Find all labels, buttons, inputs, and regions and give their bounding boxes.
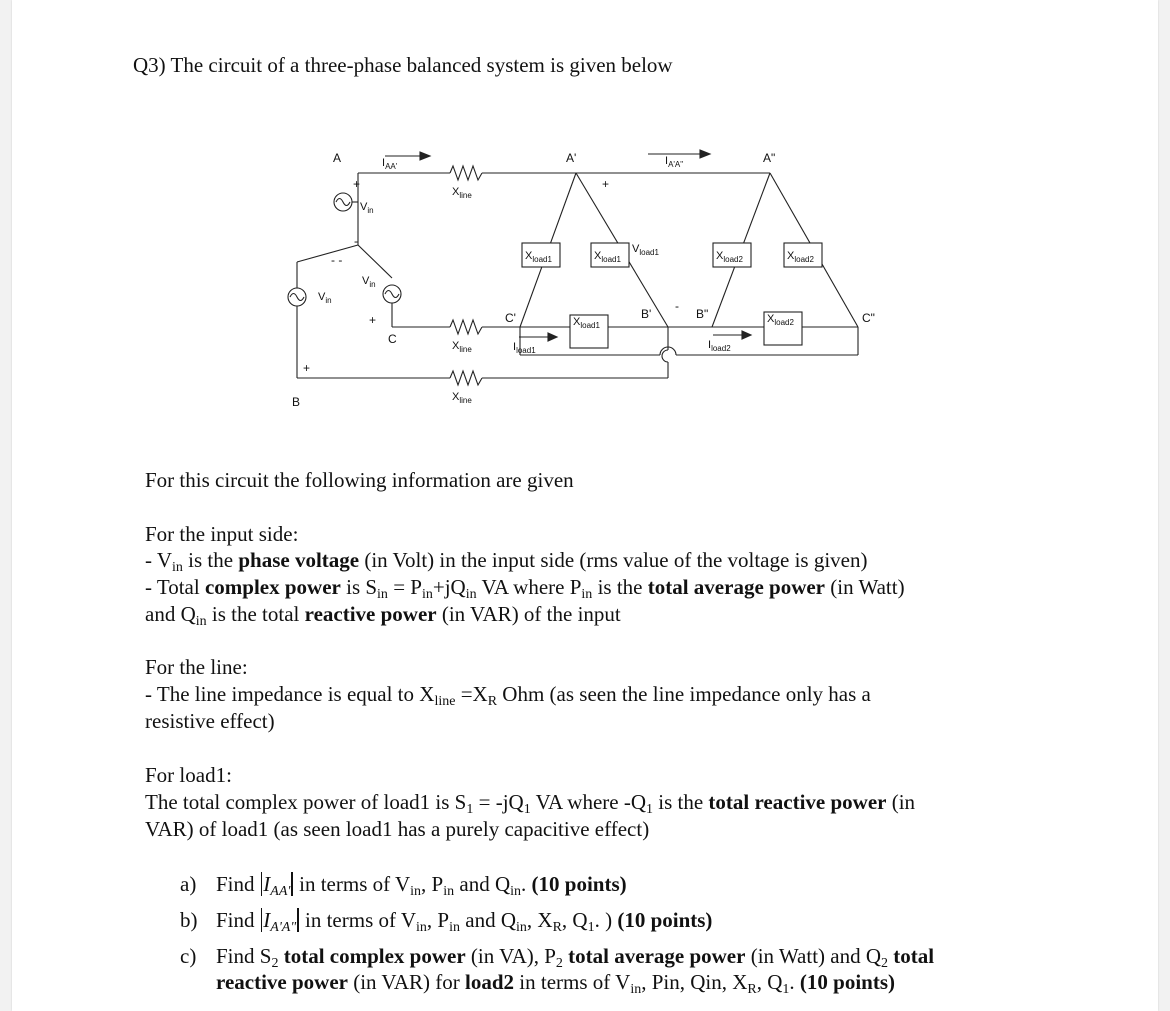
xload1-label: $X_{load1}$ [594, 250, 621, 264]
plus-sign: + [369, 313, 377, 327]
iaa-label: $I_{AA'}$ [382, 157, 398, 171]
plus-sign: + [303, 361, 311, 375]
line-line-1: - The line impedance is equal to $X_{line} =X_R$ Ohm (as seen the line impedance only has a [145, 682, 871, 709]
xline-label: $X_{line}$ [452, 186, 472, 200]
part-a: Find $I_{AA'}$ in terms of $V_{in}$, $P_{in}$ and $Q_{in}$. (10 points) [216, 872, 627, 899]
xload2-label: $X_{load2}$ [767, 313, 794, 327]
xload2-label: $X_{load2}$ [716, 250, 743, 264]
node-a2-label: A" [763, 151, 776, 165]
node-b2-label: B" [696, 307, 709, 321]
node-c2-label: C" [862, 311, 875, 325]
part-b-marker: b) [180, 908, 198, 932]
question-title: Q3) The circuit of a three-phase balanced system is given below [133, 53, 673, 77]
part-a-marker: a) [180, 872, 197, 896]
vin-label-c: $V_{in}$ [362, 275, 376, 289]
plus-sign: + [353, 177, 361, 191]
resistor-xline-b [450, 371, 482, 385]
node-b-label: B [292, 395, 301, 409]
xline-label: $X_{line}$ [452, 340, 472, 354]
given-intro: For this circuit the following information are given [145, 468, 574, 492]
node-a1-label: A' [566, 151, 577, 165]
load1-line-1: The total complex power of load1 is $S_1 = -jQ_1$ VA where $-Q_1$ is the total reactive power (in [145, 790, 916, 817]
line-heading: For the line: [145, 655, 248, 679]
arrow-iload2 [742, 331, 751, 339]
load1-heading: For load1: [145, 763, 232, 787]
node-c1-label: C' [505, 311, 516, 325]
xline-label: $X_{line}$ [452, 391, 472, 405]
arrow-ia1a2 [700, 150, 710, 158]
input-line-3: and $Q_{in}$ is the total reactive power (in VAR) of the input [145, 602, 621, 629]
plus-sign: + [602, 177, 610, 191]
part-c-line-1: Find $S_2$ total complex power (in VA), $P_2$ total average power (in Watt) and $Q_2$ total [216, 944, 935, 971]
node-a-label: A [333, 151, 342, 165]
input-line-2: - Total complex power is $S_{in} = P_{in}+jQ_{in}$ VA where $P_{in}$ is the total average power (in Watt) [145, 575, 905, 602]
line-line-2: resistive effect) [145, 709, 275, 733]
node-c-label: C [388, 332, 397, 346]
iload2-label: $I_{load2}$ [708, 339, 731, 353]
vload1-label: $V_{load1}$ [632, 243, 659, 257]
part-b: Find $I_{A'A"}$ in terms of $V_{in}$, $P_{in}$ and $Q_{in}$, $X_R$, $Q_1$. ) (10 points) [216, 908, 713, 935]
ia1a2-label: $I_{A'A"}$ [665, 155, 684, 169]
input-heading: For the input side: [145, 522, 299, 546]
circuit-diagram [0, 0, 1170, 420]
xload2-label: $X_{load2}$ [787, 250, 814, 264]
resistor-xline-a [450, 166, 482, 180]
node-b1-label: B' [641, 307, 652, 321]
minus-sign: - [354, 234, 358, 248]
part-c-marker: c) [180, 944, 197, 968]
minus-sign: - [675, 299, 679, 313]
vin-label-a: $V_{in}$ [360, 201, 374, 215]
resistor-xline-c [450, 320, 482, 334]
load1-line-2: VAR) of load1 (as seen load1 has a purely capacitive effect) [145, 817, 650, 841]
vin-label-b: $V_{in}$ [318, 291, 332, 305]
arrow-iload1 [548, 333, 557, 341]
input-line-1: - $V_{in}$ is the phase voltage (in Volt) in the input side (rms value of the voltage is given) [145, 548, 868, 575]
xload1-label: $X_{load1}$ [573, 316, 600, 330]
xload1-label: $X_{load1}$ [525, 250, 552, 264]
minus-sign: - - [331, 253, 343, 267]
part-c-line-2: reactive power (in VAR) for load2 in terms of $V_{in}$, Pin, Qin, $X_R$, $Q_1$. (10 points) [216, 970, 896, 997]
arrow-iaa [420, 152, 430, 160]
iload1-label: $I_{load1}$ [513, 341, 536, 355]
